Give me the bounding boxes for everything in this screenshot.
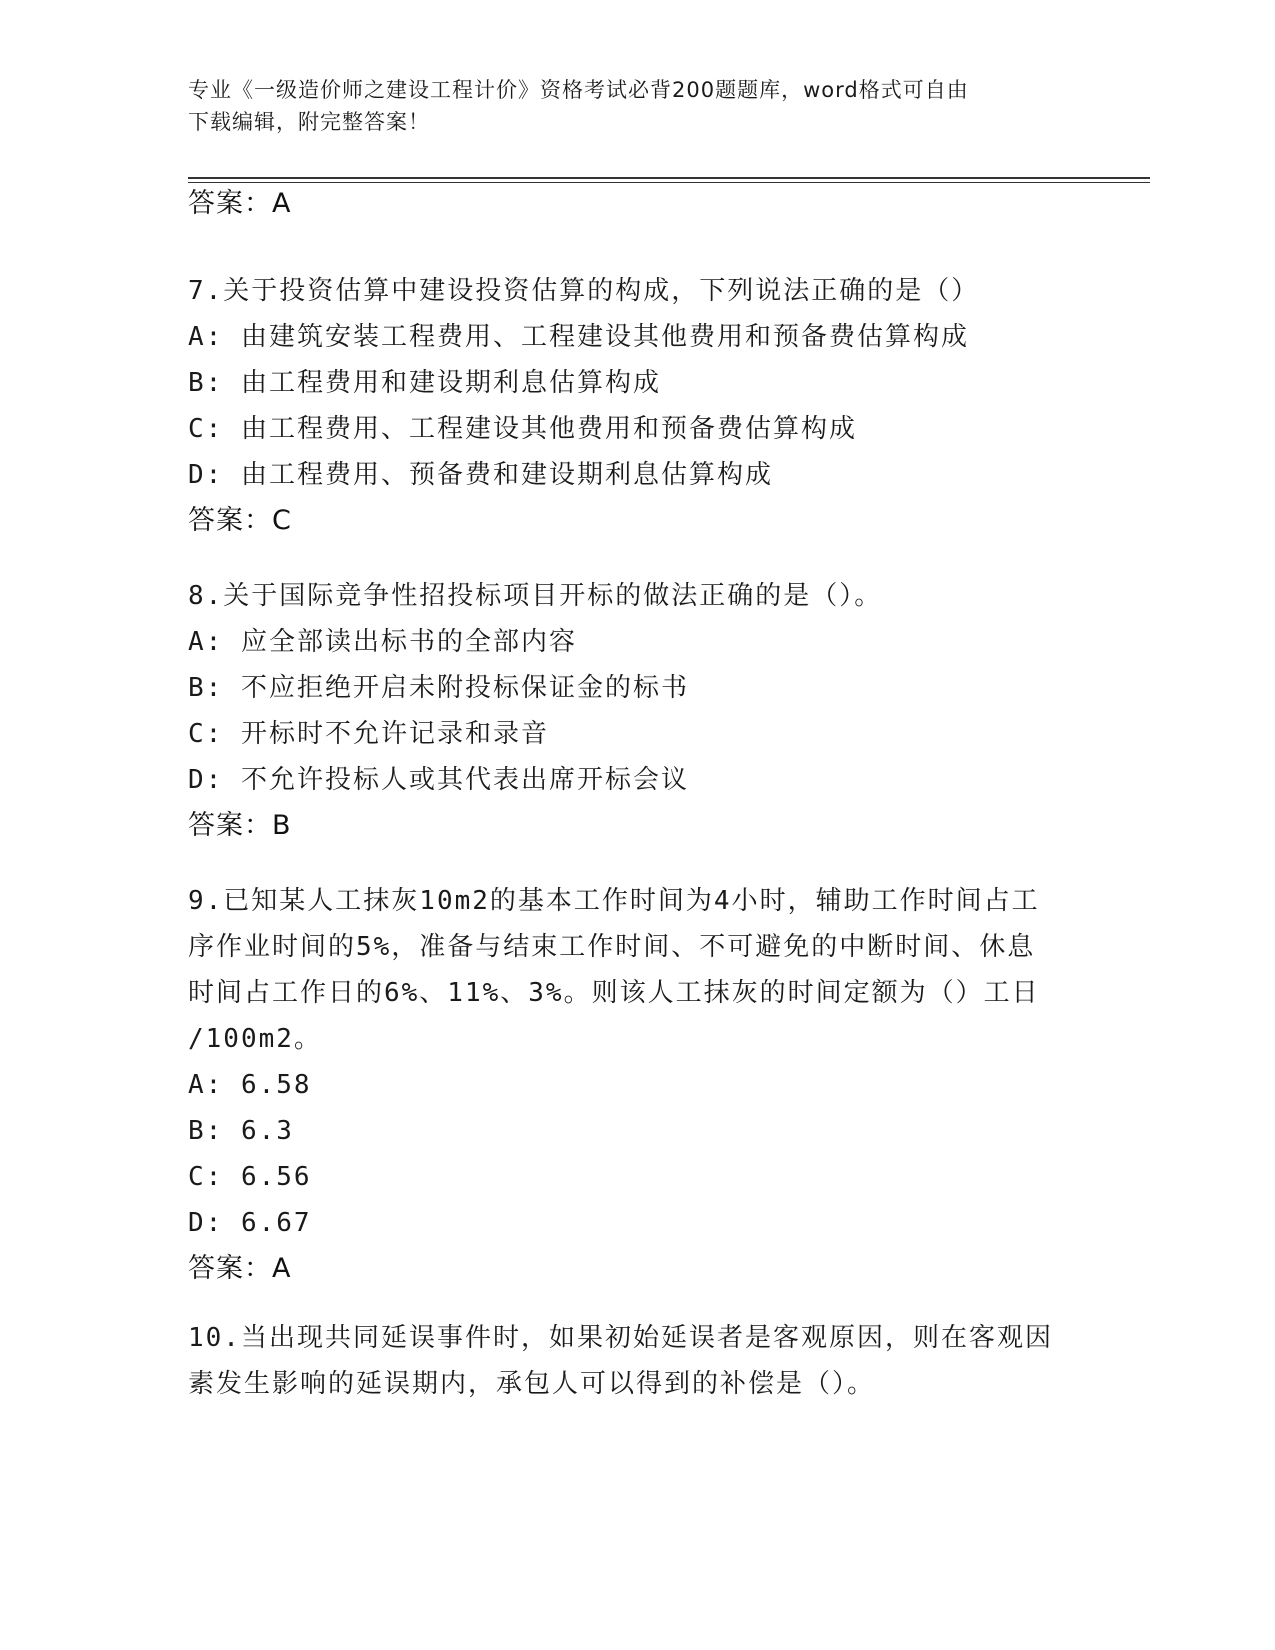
question-stem-line-4: /100m2。 (188, 1024, 322, 1054)
question-stem: 7.关于投资估算中建设投资估算的构成，下列说法正确的是（） (188, 276, 980, 306)
question-stem: 8.关于国际竞争性招投标项目开标的做法正确的是（）。 (188, 581, 883, 611)
option-a: A: 应全部读出标书的全部内容 (188, 627, 577, 657)
option-b: B: 不应拒绝开启未附投标保证金的标书 (188, 673, 689, 703)
question-9 (188, 878, 1088, 1292)
option-c: C: 由工程费用、工程建设其他费用和预备费估算构成 (188, 414, 857, 444)
answer-label: 答案：B (188, 810, 292, 841)
option-d: D: 6.67 (188, 1208, 312, 1238)
option-a: A: 6.58 (188, 1070, 312, 1100)
answer-label: 答案：C (188, 505, 292, 536)
header-line-1: 专业《一级造价师之建设工程计价》资格考试必背200题题库，word格式可自由 (188, 78, 969, 102)
answer-label: 答案：A (188, 188, 292, 219)
question-stem-line-1: 10.当出现共同延误事件时，如果初始延误者是客观原因，则在客观因 (188, 1323, 1053, 1353)
option-a: A: 由建筑安装工程费用、工程建设其他费用和预备费估算构成 (188, 322, 969, 352)
question-stem-line-3: 时间占工作日的6%、11%、3%。则该人工抹灰的时间定额为（）工日 (188, 978, 1040, 1008)
option-d: D: 不允许投标人或其代表出席开标会议 (188, 765, 689, 795)
option-c: C: 6.56 (188, 1162, 312, 1192)
previous-answer (188, 181, 1088, 227)
question-stem-line-2: 序作业时间的5%，准备与结束工作时间、不可避免的中断时间、休息 (188, 932, 1036, 962)
option-c: C: 开标时不允许记录和录音 (188, 719, 549, 749)
question-stem-line-2: 素发生影响的延误期内，承包人可以得到的补偿是（）。 (188, 1369, 876, 1399)
option-d: D: 由工程费用、预备费和建设期利息估算构成 (188, 460, 773, 490)
option-b: B: 由工程费用和建设期利息估算构成 (188, 368, 661, 398)
question-7 (188, 268, 1088, 544)
answer-label: 答案：A (188, 1253, 292, 1284)
header-line-2: 下载编辑，附完整答案！ (188, 110, 430, 134)
option-b: B: 6.3 (188, 1116, 294, 1146)
header-rule-thick (188, 177, 1150, 179)
question-stem-line-1: 9.已知某人工抹灰10m2的基本工作时间为4小时，辅助工作时间占工 (188, 886, 1040, 916)
question-8 (188, 573, 1088, 849)
question-10 (188, 1315, 1088, 1407)
document-header (188, 74, 1068, 138)
